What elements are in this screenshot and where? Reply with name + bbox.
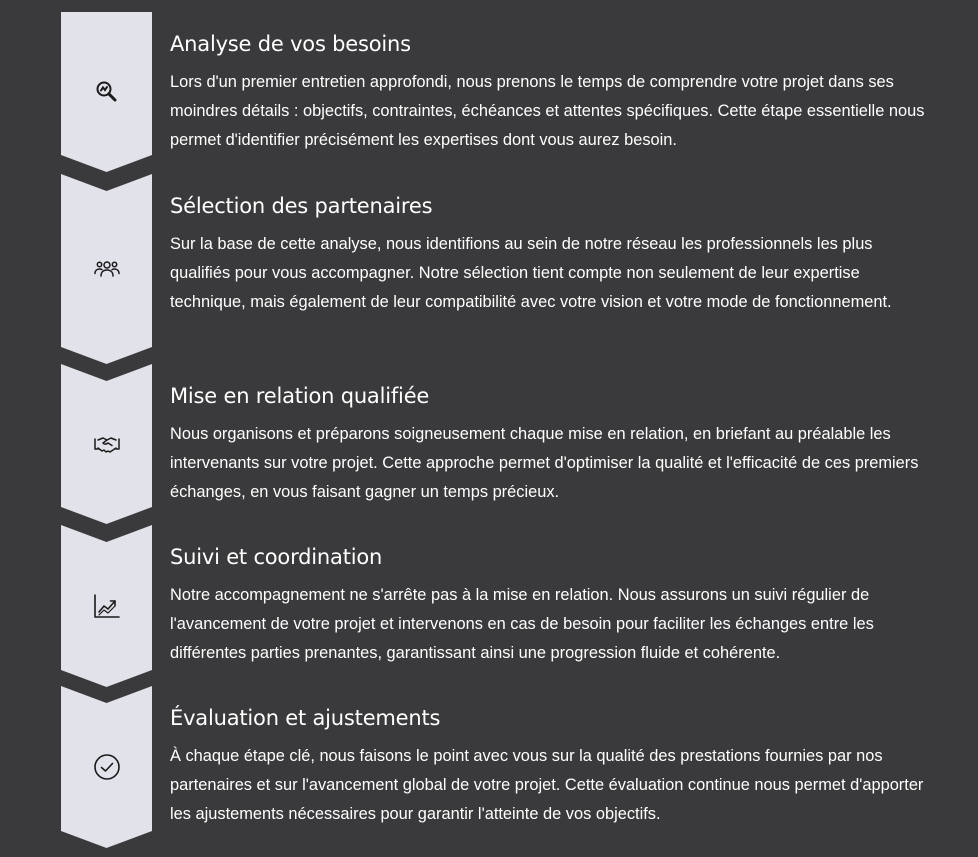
step-title: Suivi et coordination bbox=[170, 545, 383, 569]
step-chevron bbox=[61, 364, 152, 524]
users-group-icon bbox=[93, 255, 121, 283]
step-chevron bbox=[61, 525, 152, 687]
process-step bbox=[0, 174, 978, 364]
step-title: Sélection des partenaires bbox=[170, 194, 433, 218]
step-title: Analyse de vos besoins bbox=[170, 32, 411, 56]
step-chevron bbox=[61, 174, 152, 364]
chart-growth-icon bbox=[93, 592, 121, 620]
process-step bbox=[0, 686, 978, 848]
search-analysis-icon bbox=[93, 78, 121, 106]
step-title: Évaluation et ajustements bbox=[170, 706, 441, 730]
step-chevron bbox=[61, 686, 152, 848]
step-description: Lors d'un premier entretien approfondi, nous prenons le temps de comprendre votre projet dans ses moindres détails : objectifs, contraintes, échéances et attentes spécifiques. Cette étape essentielle nous permet d'identifier précisément les expertises dont vous aurez besoin. bbox=[170, 73, 925, 149]
step-description: Notre accompagnement ne s'arrête pas à la mise en relation. Nous assurons un suivi régulier de l'avancement de votre projet et intervenons en cas de besoin pour faciliter les échanges entre les différentes parties prenantes, garantissant ainsi une progression fluide et cohérente. bbox=[170, 586, 874, 662]
step-description: Sur la base de cette analyse, nous identifions au sein de notre réseau les professionnels les plus qualifiés pour vous accompagner. Notre sélection tient compte non seulement de leur expertise technique, mais également de leur compatibilité avec votre vision et votre mode de fonctionnement. bbox=[170, 235, 892, 311]
step-description: À chaque étape clé, nous faisons le point avec vous sur la qualité des prestations fournies par nos partenaires et sur l'avancement global de votre projet. Cette évaluation continue nous permet d'apporter les ajustements nécessaires pour garantir l'atteinte de vos objectifs. bbox=[170, 747, 924, 823]
process-step bbox=[0, 364, 978, 524]
step-title: Mise en relation qualifiée bbox=[170, 384, 430, 408]
step-chevron bbox=[61, 12, 152, 172]
process-step bbox=[0, 525, 978, 687]
handshake-icon bbox=[93, 430, 121, 458]
step-description: Nous organisons et préparons soigneusement chaque mise en relation, en briefant au préalable les intervenants sur votre projet. Cette approche permet d'optimiser la qualité et l'efficacité de ces premiers échanges, en vous faisant gagner un temps précieux. bbox=[170, 425, 919, 501]
process-step bbox=[0, 12, 978, 172]
check-circle-icon bbox=[93, 753, 121, 781]
